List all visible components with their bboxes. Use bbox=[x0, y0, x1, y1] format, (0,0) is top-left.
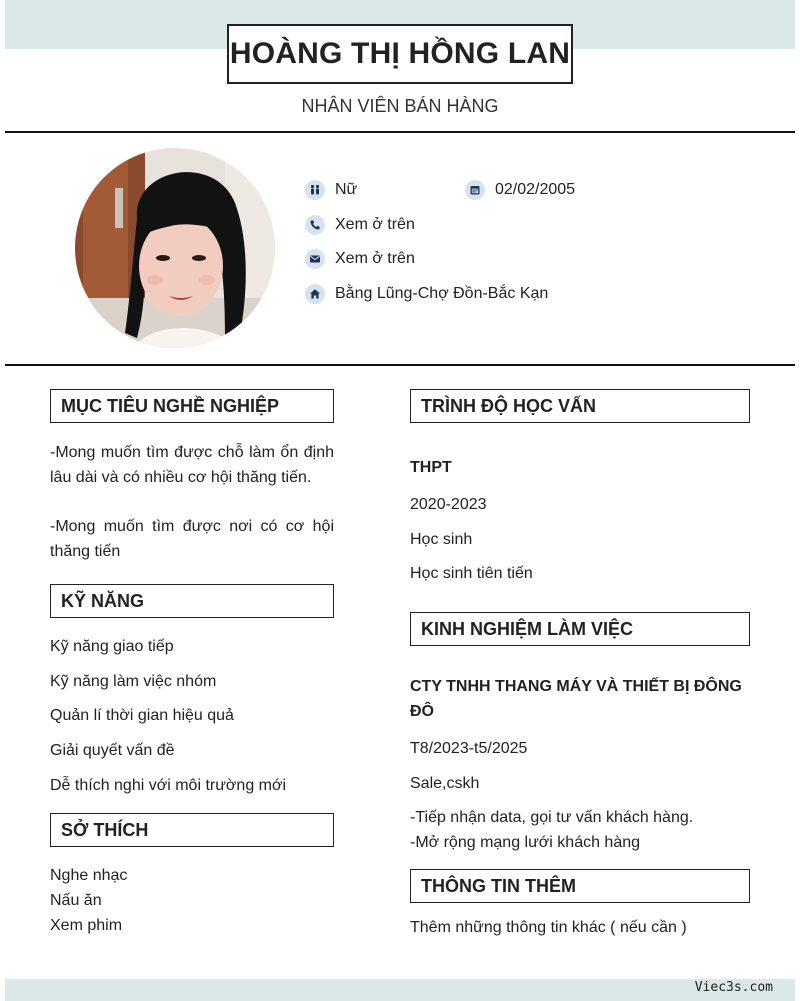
hobby-item: Nghe nhạc bbox=[50, 867, 128, 884]
skill-item: Quản lí thời gian hiệu quả bbox=[50, 707, 234, 724]
skill-item: Kỹ năng làm việc nhóm bbox=[50, 673, 217, 690]
phone-icon bbox=[305, 215, 325, 235]
gender-value: Nữ bbox=[335, 181, 358, 198]
email-icon bbox=[305, 249, 325, 269]
extra-text: Thêm những thông tin khác ( nếu cần ) bbox=[410, 919, 687, 936]
experience-duty: -Tiếp nhận data, gọi tư vấn khách hàng. bbox=[410, 809, 694, 826]
extra-heading: THÔNG TIN THÊM bbox=[410, 869, 750, 903]
phone-row bbox=[305, 215, 415, 235]
birthday-row bbox=[465, 180, 575, 200]
divider-middle bbox=[5, 364, 795, 366]
divider-top bbox=[5, 131, 795, 133]
calendar-icon bbox=[465, 180, 485, 200]
job-title: NHÂN VIÊN BÁN HÀNG bbox=[301, 96, 499, 116]
experience-position: Sale,cskh bbox=[410, 775, 480, 792]
hobbies-heading: SỞ THÍCH bbox=[50, 813, 334, 847]
education-heading: TRÌNH ĐỘ HỌC VẤN bbox=[410, 389, 750, 423]
education-school: THPT bbox=[410, 459, 452, 476]
candidate-name: HOÀNG THỊ HỒNG LAN bbox=[229, 37, 571, 70]
address-row bbox=[305, 284, 548, 304]
skill-item: Giải quyết vấn đề bbox=[50, 742, 175, 759]
home-icon bbox=[305, 284, 325, 304]
birthday-value: 02/02/2005 bbox=[495, 181, 576, 198]
education-period: 2020-2023 bbox=[410, 496, 487, 513]
experience-heading: KINH NGHIỆM LÀM VIỆC bbox=[410, 612, 750, 646]
hobby-item: Xem phim bbox=[50, 917, 123, 934]
hobby-item: Nấu ăn bbox=[50, 892, 102, 909]
gender-icon bbox=[305, 180, 325, 200]
education-role: Học sinh bbox=[410, 531, 473, 548]
email-value: Xem ở trên bbox=[335, 250, 415, 267]
email-row bbox=[305, 249, 415, 269]
skill-item: Kỹ năng giao tiếp bbox=[50, 638, 174, 655]
objective-heading: MỤC TIÊU NGHỀ NGHIỆP bbox=[50, 389, 334, 423]
address-value: Bằng Lũng-Chợ Đồn-Bắc Kạn bbox=[335, 285, 549, 302]
skills-heading: KỸ NĂNG bbox=[50, 584, 334, 618]
objective-line-2: -Mong muốn tìm được nơi có cơ hội thăng tiến bbox=[50, 518, 334, 560]
experience-period: T8/2023-t5/2025 bbox=[410, 740, 528, 757]
skill-item: Dễ thích nghi với môi trường mới bbox=[50, 777, 287, 794]
objective-line-1: -Mong muốn tìm được chỗ làm ổn định lâu dài và có nhiều cơ hội thăng tiến. bbox=[50, 444, 334, 486]
experience-company: CTY TNHH THANG MÁY VÀ THIẾT BỊ ĐÔNG ĐÔ bbox=[410, 678, 742, 720]
experience-duty: -Mở rộng mạng lưới khách hàng bbox=[410, 834, 641, 851]
phone-value: Xem ở trên bbox=[335, 216, 415, 233]
name-box bbox=[227, 24, 573, 84]
education-achievement: Học sinh tiên tiến bbox=[410, 565, 533, 582]
gender-row bbox=[305, 180, 357, 200]
avatar bbox=[75, 148, 275, 348]
footer-brand: Viec3s.com bbox=[694, 980, 773, 995]
avatar-photo bbox=[75, 148, 275, 348]
bottom-band bbox=[5, 979, 795, 1001]
